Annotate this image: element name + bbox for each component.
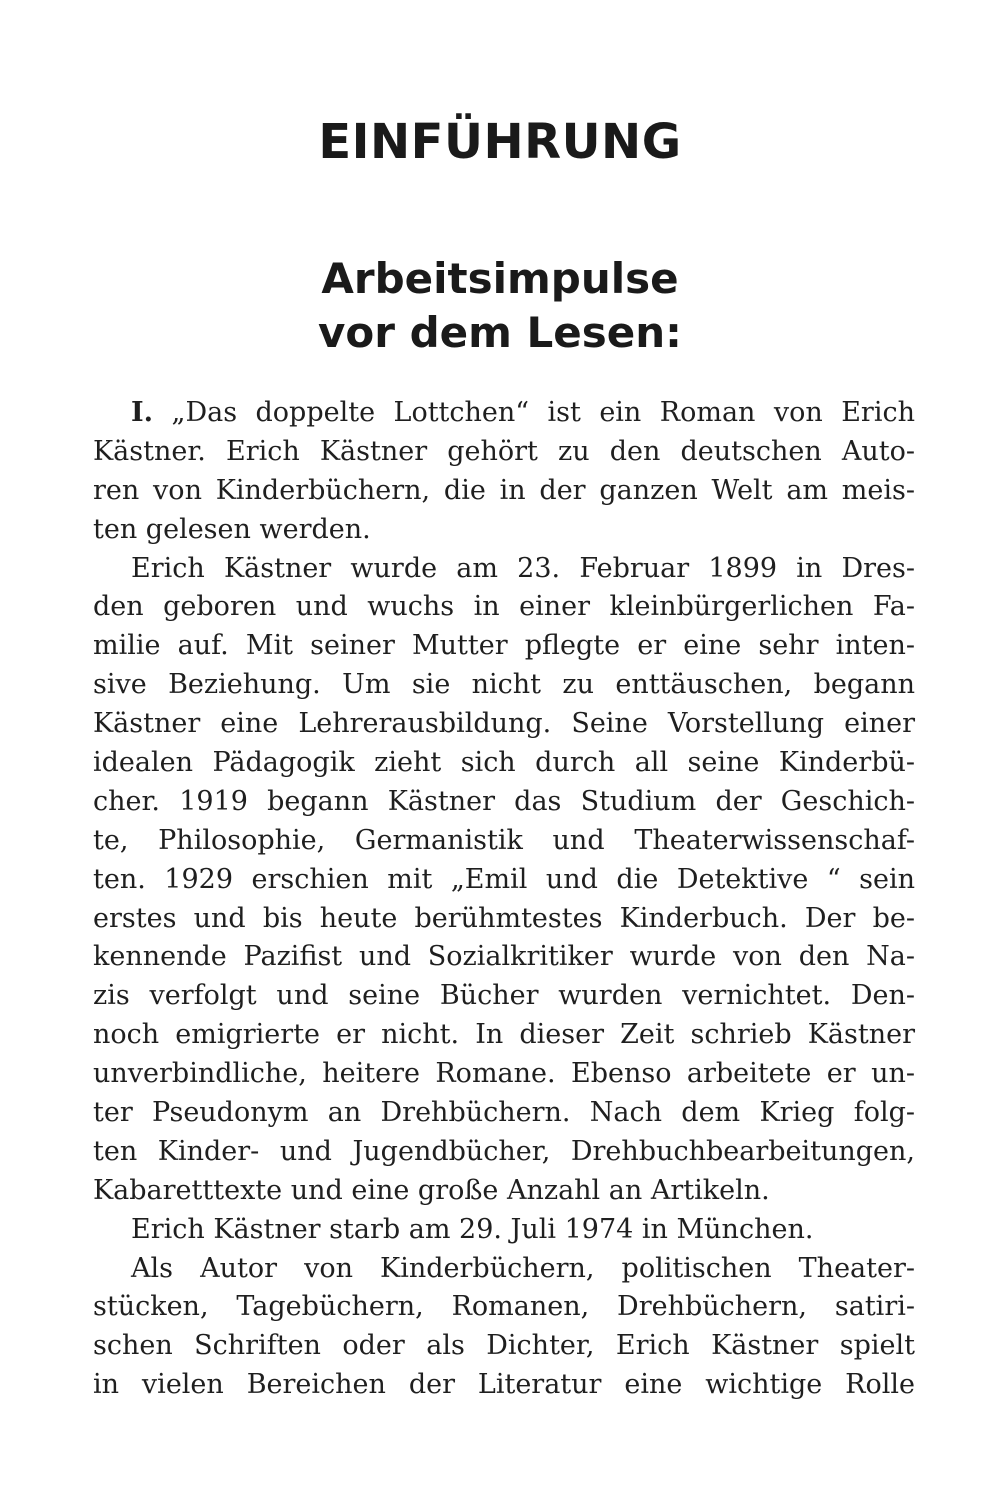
text-line: den geboren und wuchs in einer kleinbürgerlichen Fa- xyxy=(93,591,915,623)
section-number: I. xyxy=(131,397,154,428)
body-text xyxy=(93,394,915,1405)
text-line: ren von Kinderbüchern, die in der ganzen Welt am meis- xyxy=(93,474,915,506)
text-line: idealen Pädagogik zieht sich durch all seine Kinderbü- xyxy=(93,747,915,779)
chapter-title: EINFÜHRUNG xyxy=(318,114,682,170)
text-line: kennende Pazifist und Sozialkritiker wurde von den Na- xyxy=(93,941,915,973)
text-line: ter Pseudonym an Drehbüchern. Nach dem Krieg folg- xyxy=(93,1097,915,1129)
text-line: schen Schriften oder als Dichter, Erich Kästner spielt xyxy=(93,1330,915,1362)
text-line: Erich Kästner wurde am 23. Februar 1899 in Dres- xyxy=(131,552,915,584)
text-line: ten gelesen werden. xyxy=(93,513,371,545)
text-line: Kästner. Erich Kästner gehört zu den deutschen Auto- xyxy=(93,435,915,467)
text-line: Kabaretttexte und eine große Anzahl an Artikeln. xyxy=(93,1174,770,1206)
text-line: milie auf. Mit seiner Mutter pflegte er eine sehr inten- xyxy=(93,630,915,662)
text-line: Erich Kästner starb am 29. Juli 1974 in München. xyxy=(131,1213,814,1245)
text-line: Kästner eine Lehrerausbildung. Seine Vorstellung einer xyxy=(93,708,915,740)
text-line: ten Kinder- und Jugendbücher, Drehbuchbearbeitungen, xyxy=(93,1135,915,1167)
text-line: te, Philosophie, Germanistik und Theaterwissenschaf- xyxy=(93,824,915,856)
text-line: cher. 1919 begann Kästner das Studium der Geschich- xyxy=(93,785,915,817)
section-subtitle xyxy=(0,252,1000,360)
text-line: sive Beziehung. Um sie nicht zu enttäuschen, begann xyxy=(93,669,915,701)
subtitle-line-1: Arbeitsimpulse xyxy=(321,254,679,303)
text-line: unverbindliche, heitere Romane. Ebenso arbeitete er un- xyxy=(93,1058,915,1090)
subtitle-line-2: vor dem Lesen: xyxy=(318,308,682,357)
text-line: ten. 1929 erschien mit „Emil und die Detektive “ sein xyxy=(93,863,915,895)
text-line: erstes und bis heute berühmtestes Kinderbuch. Der be- xyxy=(93,902,915,934)
text-line: stücken, Tagebüchern, Romanen, Drehbüchern, satiri- xyxy=(93,1291,915,1323)
text-line: noch emigrierte er nicht. In dieser Zeit schrieb Kästner xyxy=(93,1019,915,1051)
text-line: I. „Das doppelte Lottchen“ ist ein Roman von Erich xyxy=(131,397,915,428)
text-line: in vielen Bereichen der Literatur eine wichtige Rolle xyxy=(93,1369,915,1401)
text-line: Als Autor von Kinderbüchern, politischen Theater- xyxy=(131,1252,915,1284)
text-line: zis verfolgt und seine Bücher wurden vernichtet. Den- xyxy=(93,980,915,1012)
